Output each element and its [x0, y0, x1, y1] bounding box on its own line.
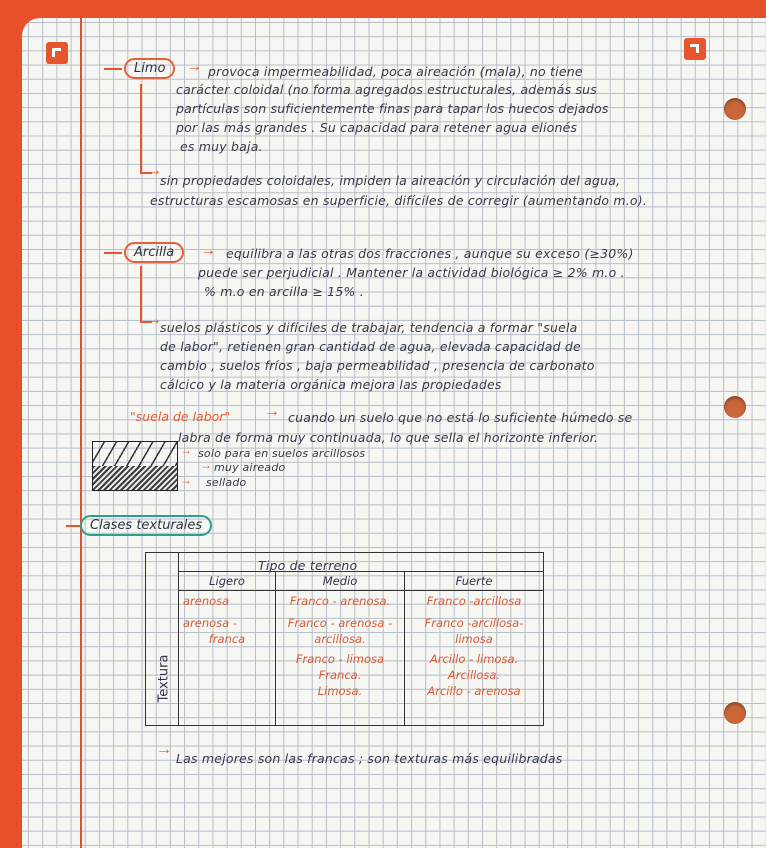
limo-line-5: es muy baja.: [180, 139, 263, 154]
arrow-right-icon: →: [186, 58, 202, 75]
suela-label-solo-arcillosos: solo para en suelos arcillosos: [198, 447, 366, 460]
cell-text: Arcillosa.: [447, 668, 501, 682]
suela-label-sellado: sellado: [206, 476, 247, 489]
arcilla-line-3: % m.o en arcilla ≥ 15% .: [204, 284, 364, 299]
limo-line-2: carácter coloidal (no forma agregados estructurales, además sus: [176, 82, 598, 97]
header-fuerte: Fuerte: [405, 572, 544, 591]
side-label-textura: Textura: [156, 654, 172, 702]
soil-layer-diagram: [92, 441, 178, 491]
corner-tab-icon-right: [684, 38, 706, 60]
cell-text: Franco - limosa: [295, 652, 385, 666]
margin-line: [80, 18, 82, 848]
bracket-line: [66, 525, 80, 527]
arcilla-line-1: equilibra a las otras dos fracciones , aunque su exceso (≥30%): [226, 246, 634, 261]
arcilla-sub-line-2: de labor", retienen gran cantidad de agua, elevada capacidad de: [160, 339, 581, 354]
table-title: Tipo de terreno: [258, 558, 358, 573]
limo-sub-line-2: estructuras escamosas en superficie, difíciles de corregir (aumentando m.o).: [150, 193, 648, 208]
cell-text: arenosa -: [183, 616, 238, 630]
limo-line-4: por las más grandes . Su capacidad para retener agua elionés: [176, 120, 578, 135]
col-medio-cell: [276, 591, 405, 726]
arrow-right-icon: →: [200, 242, 216, 259]
cell-text: franca: [208, 632, 246, 646]
punch-hole-icon: [724, 396, 746, 418]
bracket-line: [140, 266, 142, 322]
arrow-right-icon: →: [156, 741, 172, 758]
arrow-right-icon: →: [180, 473, 192, 487]
bracket-line: [140, 84, 142, 172]
term-suela-de-labor: "suela de labor": [130, 409, 231, 424]
limo-line-1: provoca impermeabilidad, poca aireación (mala), no tiene: [208, 64, 583, 79]
cell-text: Franco -arcillosa-: [424, 616, 524, 630]
bracket-line: [104, 252, 122, 254]
suela-line-2: labra de forma muy continuada, lo que sella el horizonte inferior.: [178, 430, 599, 445]
limo-sub-line-1: sin propiedades coloidales, impiden la aireación y circulación del agua,: [160, 173, 621, 188]
cell-text: arenosa: [183, 594, 230, 608]
arcilla-sub-line-3: cambio , suelos fríos , baja permeabilidad , presencia de carbonato: [160, 358, 595, 373]
suela-label-muy-aireado: muy aireado: [214, 461, 286, 474]
cell-text: Arcillo - arenosa: [427, 684, 521, 698]
cell-text: Franco - arenosa -: [287, 616, 393, 630]
arcilla-line-2: puede ser perjudicial . Mantener la actividad biológica ≥ 2% m.o .: [198, 265, 625, 280]
arrow-right-icon: →: [264, 403, 280, 420]
term-limo: Limo: [124, 58, 175, 79]
header-medio: Medio: [276, 572, 405, 591]
bracket-line: [104, 68, 122, 70]
table-side-cell: [146, 553, 179, 591]
arrow-right-icon: →: [146, 162, 162, 179]
conclusion-text: Las mejores son las francas ; son texturas más equilibradas: [176, 751, 563, 766]
table-title-row: [179, 553, 544, 572]
texture-table: [145, 552, 544, 726]
term-clases-texturales: Clases texturales: [80, 515, 212, 536]
header-ligero: Ligero: [179, 572, 276, 591]
cell-text: limosa: [455, 632, 493, 646]
arrow-right-icon: →: [200, 458, 212, 472]
suela-line-1: cuando un suelo que no está lo suficiente húmedo se: [288, 410, 633, 425]
term-arcilla: Arcilla: [124, 242, 184, 263]
punch-hole-icon: [724, 98, 746, 120]
cell-text: Franco - arenosa.: [289, 594, 391, 608]
punch-hole-icon: [724, 702, 746, 724]
cell-text: Limosa.: [317, 684, 363, 698]
cell-text: arcillosa.: [314, 632, 366, 646]
corner-tab-icon-left: [46, 42, 68, 64]
cell-text: Arcillo - limosa.: [429, 652, 519, 666]
col-fuerte-cell: [405, 591, 544, 726]
arrow-right-icon: →: [146, 311, 162, 328]
col-ligero-cell: [179, 591, 276, 726]
cell-text: Franca.: [318, 668, 362, 682]
arcilla-sub-line-4: cálcico y la materia orgánica mejora las propiedades: [160, 377, 502, 392]
table-side-label-cell: [146, 591, 179, 726]
arcilla-sub-line-1: suelos plásticos y difíciles de trabajar, tendencia a formar "suela: [160, 320, 578, 335]
arrow-right-icon: →: [180, 443, 192, 457]
limo-line-3: partículas son suficientemente finas para tapar los huecos dejados: [176, 101, 609, 116]
cell-text: Franco -arcillosa: [426, 594, 522, 608]
